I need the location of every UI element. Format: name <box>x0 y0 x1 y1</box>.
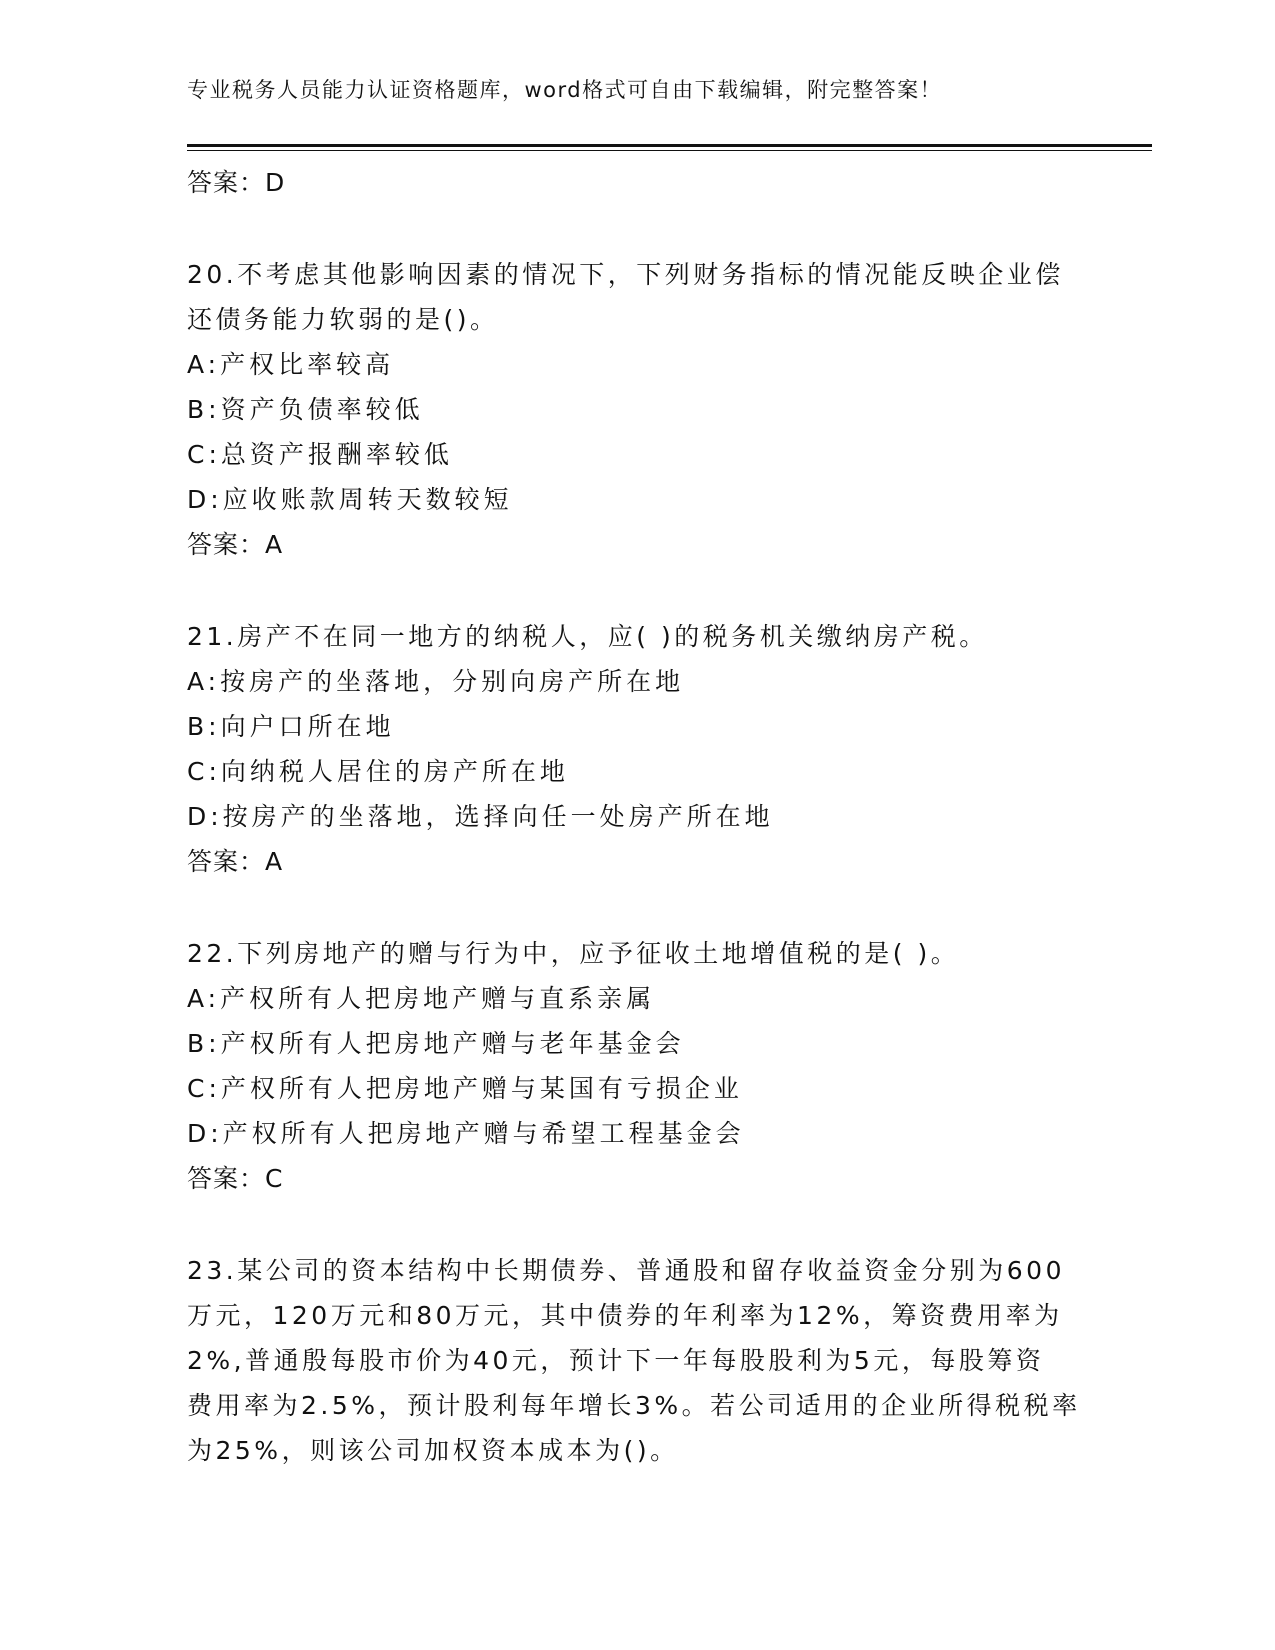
question-text: 22.下列房地产的赠与行为中，应予征收土地增值税的是( )。 <box>187 939 960 968</box>
question-text: 23.某公司的资本结构中长期债券、普通股和留存收益资金分别为600 <box>187 1256 1065 1285</box>
option-c: C:向纳税人居住的房产所在地 <box>187 757 569 786</box>
option-b: B:产权所有人把房地产赠与老年基金会 <box>187 1029 685 1058</box>
answer-line: 答案：C <box>187 1164 284 1193</box>
question-text: 2%,普通殷每股市价为40元，预计下一年每股股利为5元，每股筹资 <box>187 1346 1045 1375</box>
option-d: D:按房产的坐落地，选择向任一处房产所在地 <box>187 802 774 831</box>
answer-line: 答案：D <box>187 168 286 197</box>
question-text: 为25%，则该公司加权资本成本为()。 <box>187 1436 679 1465</box>
question-text: 21.房产不在同一地方的纳税人，应( )的税务机关缴纳房产税。 <box>187 622 988 651</box>
question-text: 还债务能力软弱的是()。 <box>187 305 499 334</box>
option-a: A:按房产的坐落地，分别向房产所在地 <box>187 667 685 696</box>
option-b: B:资产负债率较低 <box>187 395 424 424</box>
spacer <box>187 205 1087 252</box>
spacer <box>187 567 1087 614</box>
header-rule-thin <box>187 150 1152 151</box>
option-a: A:产权所有人把房地产赠与直系亲属 <box>187 984 656 1013</box>
question-block <box>187 1248 1087 1473</box>
answer-line: 答案：A <box>187 847 284 876</box>
question-block <box>187 931 1087 1201</box>
question-text: 20.不考虑其他影响因素的情况下，下列财务指标的情况能反映企业偿 <box>187 260 1064 289</box>
question-block <box>187 614 1087 884</box>
page-header: 专业税务人员能力认证资格题库，word格式可自由下载编辑，附完整答案！ <box>187 78 943 102</box>
question-text: 万元，120万元和80万元，其中债券的年利率为12%，筹资费用率为 <box>187 1301 1063 1330</box>
option-d: D:产权所有人把房地产赠与希望工程基金会 <box>187 1119 745 1148</box>
option-b: B:向户口所在地 <box>187 712 395 741</box>
document-body <box>187 160 1087 1473</box>
spacer <box>187 1201 1087 1248</box>
option-a: A:产权比率较高 <box>187 350 395 379</box>
spacer <box>187 884 1087 931</box>
option-d: D:应收账款周转天数较短 <box>187 485 513 514</box>
option-c: C:总资产报酬率较低 <box>187 440 453 469</box>
answer-line: 答案：A <box>187 530 284 559</box>
option-c: C:产权所有人把房地产赠与某国有亏损企业 <box>187 1074 743 1103</box>
question-block <box>187 252 1087 567</box>
header-rule-thick <box>187 144 1152 147</box>
question-text: 费用率为2.5%，预计股利每年增长3%。若公司适用的企业所得税税率 <box>187 1391 1081 1420</box>
